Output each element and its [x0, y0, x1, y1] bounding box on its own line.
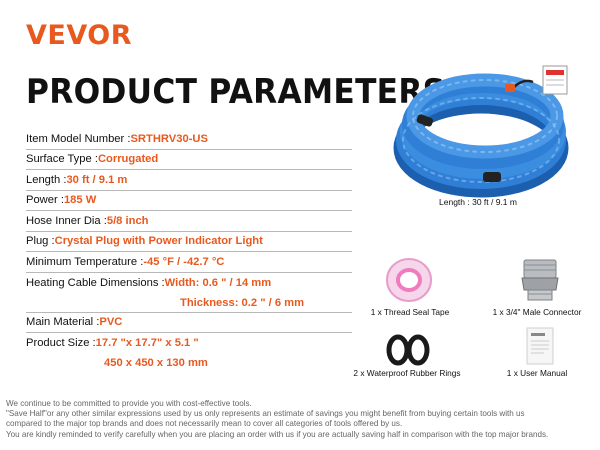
spec-row-length [26, 170, 352, 191]
rubber-rings-icon [386, 334, 430, 366]
heated-hose-image [393, 60, 583, 200]
spec-value: PVC [99, 316, 123, 329]
spec-value: Crystal Plug with Power Indicator Light [54, 235, 263, 248]
spec-label: Plug : [26, 235, 55, 248]
disclaimer-line: You are kindly reminded to verify carefully when you are placing an order with us if you are actually saving half in comparison with the top major brands. [6, 429, 549, 439]
spec-row-inner-dia [26, 211, 352, 232]
brand-logo: VEVOR [26, 20, 133, 51]
spec-value: -45 °F / -42.7 °C [143, 255, 225, 268]
spec-value: SRTHRV30-US [130, 132, 208, 145]
accessory-label: 1 x User Manual [506, 368, 568, 378]
spec-row-plug [26, 232, 352, 253]
spec-label: Minimum Temperature : [26, 255, 144, 268]
disclaimer-line: compared to the major top brands and does not necessarily mean to cover all categories of tools offered by us. [6, 419, 403, 429]
accessory-label: 1 x 3/4" Male Connector [492, 307, 582, 317]
spec-value-secondary: 450 x 450 x 130 mm [104, 357, 208, 369]
manual-icon [524, 326, 556, 366]
spec-value: 17.7 "x 17.7" x 5.1 " [95, 337, 199, 349]
spec-row-material [26, 313, 352, 334]
tape-roll-icon [383, 256, 435, 304]
spec-label: Hose Inner Dia : [26, 214, 107, 227]
spec-row-size [26, 333, 352, 373]
spec-value: Width: 0.6 " / 14 mm [164, 276, 272, 289]
spec-label: Surface Type : [26, 153, 98, 166]
spec-label: Main Material : [26, 316, 100, 329]
spec-label: Product Size : [26, 337, 96, 349]
spec-row-min-temp [26, 252, 352, 273]
accessory-label: 2 x Waterproof Rubber Rings [353, 368, 461, 378]
spec-value-secondary: Thickness: 0.2 " / 6 mm [180, 296, 305, 309]
spec-label: Item Model Number : [26, 132, 131, 145]
spec-row-model [26, 129, 352, 150]
spec-table [26, 129, 352, 373]
disclaimer-line: We continue to be committed to provide you with cost-effective tools. [6, 399, 252, 408]
spec-label: Length : [26, 173, 67, 186]
accessory-label: 1 x Thread Seal Tape [370, 307, 450, 317]
spec-value: 185 W [63, 194, 97, 207]
disclaimer-line: "Save Half"or any other similar expressions used by us only represents an estimate of savings you might benefit from buying certain tools with us [6, 409, 525, 419]
spec-row-cable-dims [26, 273, 352, 313]
disclaimer [6, 399, 598, 440]
spec-value: 5/8 inch [106, 214, 149, 227]
spec-value: 30 ft / 9.1 m [66, 173, 128, 186]
spec-label: Power : [26, 194, 64, 207]
page-title: PRODUCT PARAMETERS [26, 72, 446, 112]
spec-label: Heating Cable Dimensions : [26, 276, 165, 289]
product-length-caption: Length : 30 ft / 9.1 m [439, 197, 517, 207]
spec-row-power [26, 191, 352, 212]
connector-icon [518, 258, 562, 302]
spec-value: Corrugated [97, 153, 159, 166]
spec-row-surface [26, 150, 352, 171]
